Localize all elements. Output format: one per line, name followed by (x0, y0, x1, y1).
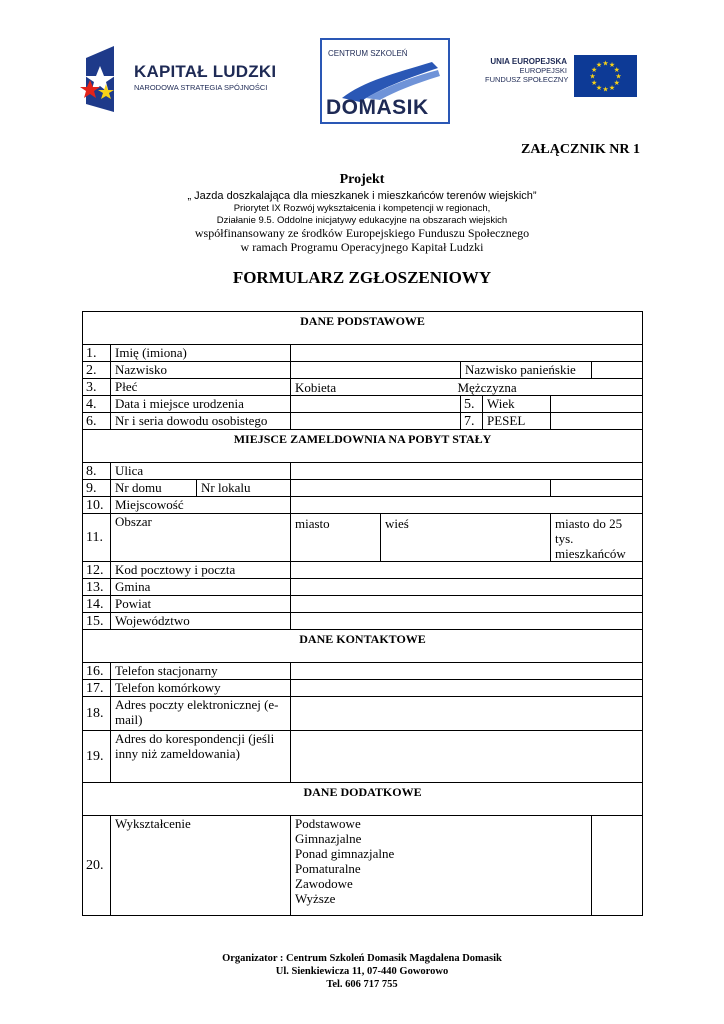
table-row (83, 731, 643, 783)
row-number: 20. (83, 816, 111, 916)
surname-field[interactable] (291, 362, 461, 379)
eu-star-icon: ★ (608, 61, 616, 70)
row-number: 19. (83, 731, 111, 783)
area-option-small-town[interactable]: miasto do 25 tys. mieszkańców (551, 514, 643, 562)
district-field[interactable] (291, 596, 643, 613)
gender-option-female[interactable]: Kobieta (295, 380, 337, 395)
first-name-label: Imię (imiona) (111, 345, 291, 362)
pesel-label: PESEL (483, 413, 551, 430)
landline-field[interactable] (291, 663, 643, 680)
domasik-logo-top: CENTRUM SZKOLEŃ (328, 49, 408, 58)
form-title: FORMULARZ ZGŁOSZENIOWY (232, 268, 492, 287)
project-title: Projekt (339, 172, 385, 187)
street-field[interactable] (291, 463, 643, 480)
table-row (83, 663, 643, 680)
correspondence-address-field[interactable] (291, 731, 643, 783)
row-number: 3. (83, 379, 111, 396)
row-number: 5. (461, 396, 483, 413)
education-option[interactable]: Pomaturalne (295, 861, 361, 876)
application-form-table (82, 311, 643, 916)
kapital-ludzki-star-icon (78, 44, 134, 114)
table-row (83, 680, 643, 697)
section-basic-data: DANE PODSTAWOWE (83, 312, 643, 345)
table-row (83, 697, 643, 731)
birth-date-place-label: Data i miejsce urodzenia (111, 396, 291, 413)
area-option-city[interactable]: miasto (291, 514, 381, 562)
voivodeship-label: Województwo (111, 613, 291, 630)
commune-field[interactable] (291, 579, 643, 596)
table-row (83, 463, 643, 480)
row-number: 12. (83, 562, 111, 579)
eu-line2: EUROPEJSKI (519, 66, 567, 75)
table-row (83, 396, 643, 413)
row-number: 14. (83, 596, 111, 613)
table-row (83, 345, 643, 362)
row-number: 7. (461, 413, 483, 430)
area-label: Obszar (111, 514, 291, 562)
postal-code-label: Kod pocztowy i poczta (111, 562, 291, 579)
voivodeship-field[interactable] (291, 613, 643, 630)
age-field[interactable] (551, 396, 643, 413)
domasik-logo-name: DOMASIK (326, 96, 429, 119)
footer-address: Ul. Sienkiewicza 11, 07-440 Goworowo (275, 966, 449, 977)
eu-star-icon: ★ (595, 83, 603, 92)
table-row (83, 362, 643, 379)
row-number: 8. (83, 463, 111, 480)
section-address: MIEJSCE ZAMELDOWNIA NA POBYT STAŁY (83, 430, 643, 463)
row-number: 11. (83, 514, 111, 562)
eu-line1: UNIA EUROPEJSKA (490, 57, 567, 66)
row-number: 15. (83, 613, 111, 630)
area-option-village[interactable]: wieś (381, 514, 551, 562)
table-row (83, 579, 643, 596)
table-row (83, 816, 643, 916)
eu-star-icon: ★ (591, 66, 598, 74)
table-row (83, 514, 643, 562)
gender-options[interactable] (291, 379, 643, 396)
education-option[interactable]: Wyższe (295, 891, 336, 906)
flat-number-field[interactable] (551, 480, 643, 497)
row-number: 1. (83, 345, 111, 362)
table-row (83, 596, 643, 613)
eu-star-icon: ★ (589, 72, 596, 81)
gender-option-male[interactable]: Mężczyzna (457, 380, 517, 395)
eu-star-icon: ★ (595, 61, 603, 70)
id-card-field[interactable] (291, 413, 461, 430)
first-name-field[interactable] (291, 345, 643, 362)
birth-date-place-field[interactable] (291, 396, 461, 413)
mobile-label: Telefon komórkowy (111, 680, 291, 697)
project-line5: w ramach Programu Operacyjnego Kapitał Ludzki (240, 240, 484, 254)
table-row (83, 413, 643, 430)
kapital-ludzki-logo (78, 44, 288, 114)
commune-label: Gmina (111, 579, 291, 596)
eu-line3: FUNDUSZ SPOŁECZNY (485, 75, 569, 84)
eu-star-icon: ★ (602, 85, 609, 94)
table-row (83, 480, 643, 497)
project-line1: „ Jazda doszkalająca dla mieszkanek i mieszkańców terenów wiejskich” (187, 190, 537, 202)
eu-flag-icon (574, 55, 637, 97)
kapital-ludzki-title: KAPITAŁ LUDZKI (134, 62, 277, 81)
row-number: 17. (83, 680, 111, 697)
domasik-logo (320, 38, 450, 124)
project-line3: Działanie 9.5. Oddolne inicjatywy edukacyjne na obszarach wiejskich (216, 215, 508, 226)
email-field[interactable] (291, 697, 643, 731)
city-field[interactable] (291, 497, 643, 514)
row-number: 2. (83, 362, 111, 379)
email-label: Adres poczty elektronicznej (e-mail) (111, 697, 291, 731)
landline-label: Telefon stacjonarny (111, 663, 291, 680)
table-row (83, 379, 643, 396)
maiden-name-field[interactable] (592, 362, 643, 379)
education-options[interactable] (291, 816, 592, 916)
house-number-field[interactable] (291, 480, 551, 497)
row-number: 18. (83, 697, 111, 731)
eu-star-icon: ★ (613, 66, 620, 74)
eu-star-icon: ★ (615, 72, 622, 81)
row-number: 9. (83, 480, 111, 497)
footer-phone: Tel. 606 717 755 (326, 979, 398, 990)
house-number-label: Nr domu (111, 480, 197, 497)
district-label: Powiat (111, 596, 291, 613)
street-label: Ulica (111, 463, 291, 480)
education-option[interactable]: Gimnazjalne (295, 831, 362, 846)
row-number: 6. (83, 413, 111, 430)
eu-star-icon: ★ (591, 79, 598, 87)
row-number: 16. (83, 663, 111, 680)
row-number: 4. (83, 396, 111, 413)
correspondence-address-label: Adres do korespondencji (jeśli inny niż zameldowania) (111, 731, 291, 783)
age-label: Wiek (483, 396, 551, 413)
city-label: Miejscowość (111, 497, 291, 514)
project-line2: Priorytet IX Rozwój wykształcenia i kompetencji w regionach, (233, 203, 491, 214)
education-option[interactable]: Podstawowe (295, 816, 361, 831)
education-option[interactable]: Ponad gimnazjalne (295, 846, 395, 861)
section-extra: DANE DODATKOWE (83, 783, 643, 816)
maiden-name-label: Nazwisko panieńskie (461, 362, 592, 379)
table-row (83, 497, 643, 514)
education-label: Wykształcenie (111, 816, 291, 916)
gender-label: Płeć (111, 379, 291, 396)
mobile-field[interactable] (291, 680, 643, 697)
education-field[interactable] (592, 816, 643, 916)
eu-star-icon: ★ (602, 59, 609, 68)
eu-star-icon: ★ (608, 83, 616, 92)
row-number: 13. (83, 579, 111, 596)
footer-organizer: Organizator : Centrum Szkoleń Domasik Magdalena Domasik (222, 953, 502, 964)
surname-label: Nazwisko (111, 362, 291, 379)
flat-number-label: Nr lokalu (197, 480, 291, 497)
project-line4: współfinansowany ze środków Europejskiego Funduszu Społecznego (194, 226, 530, 240)
pesel-field[interactable] (551, 413, 643, 430)
postal-code-field[interactable] (291, 562, 643, 579)
kapital-ludzki-subtitle: NARODOWA STRATEGIA SPÓJNOŚCI (134, 83, 268, 92)
eu-logo (485, 55, 640, 97)
table-row (83, 613, 643, 630)
attachment-label: ZAŁĄCZNIK NR 1 (520, 142, 640, 157)
education-option[interactable]: Zawodowe (295, 876, 353, 891)
table-row (83, 562, 643, 579)
id-card-label: Nr i seria dowodu osobistego (111, 413, 291, 430)
eu-star-icon: ★ (613, 79, 620, 87)
row-number: 10. (83, 497, 111, 514)
section-contact: DANE KONTAKTOWE (83, 630, 643, 663)
